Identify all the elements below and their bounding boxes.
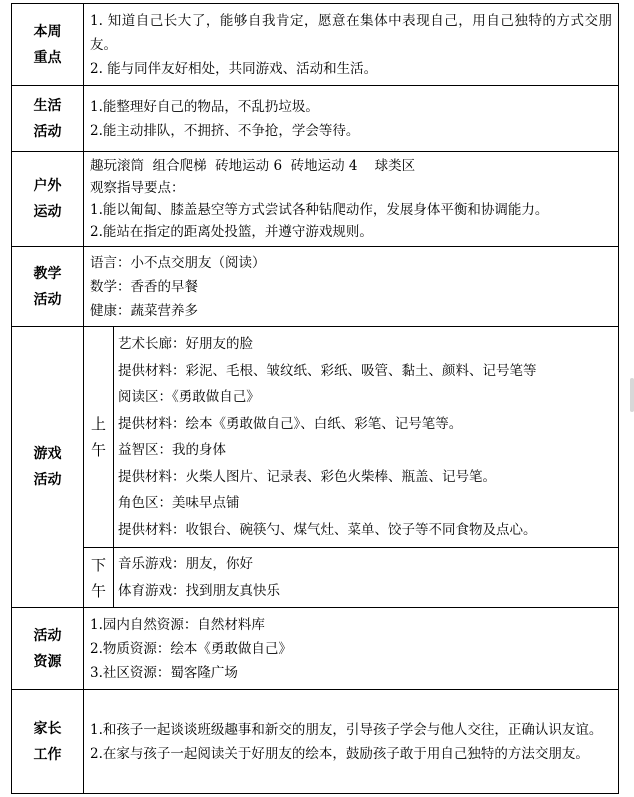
row-outdoor-sports (12, 152, 619, 247)
text-line: 3.社区资源：蜀客隆广场 (90, 664, 238, 681)
content-teaching-activity (84, 247, 619, 327)
text-line: 音乐游戏：朋友，你好 (118, 556, 253, 572)
text-line: 健康：蔬菜营养多 (90, 302, 198, 319)
text-line: 2.能主动排队，不拥挤、不争抢，学会等待。 (90, 122, 360, 139)
scrollbar-thumb[interactable] (630, 378, 634, 412)
text-line: 2. 能与同伴友好相处，共同游戏、活动和生活。 (90, 60, 378, 77)
row-activity-resources (12, 608, 619, 690)
text-line: 1.园内自然资源：自然材料库 (90, 616, 265, 633)
text-line: 1.能整理好自己的物品，不乱扔垃圾。 (90, 98, 319, 115)
row-game-activity-afternoon (12, 548, 619, 608)
text-line: 提供材料：绘本《勇敢做自己》、白纸、彩笔、记号笔等。 (118, 415, 463, 432)
text-line: 2.物质资源：绘本《勇敢做自己》 (90, 640, 292, 657)
text-line: 益智区：我的身体 (118, 442, 226, 458)
content-game-morning (114, 327, 619, 548)
row-teaching-activity (12, 247, 619, 327)
text-line: 角色区：美味早点铺 (118, 495, 240, 511)
text-line: 1.能以匍匐、膝盖悬空等方式尝试各种钻爬动作，发展身体平衡和协调能力。 (90, 202, 549, 218)
label-outdoor-sports: 户外 运动 (12, 152, 84, 247)
label-activity-resources: 活动 资源 (12, 608, 84, 690)
text-line: 1. 知道自己长大了，能够自我肯定，愿意在集体中表现自己，用自己独特的方式交朋友。 (90, 12, 612, 53)
content-game-afternoon (114, 548, 619, 608)
text-line: 阅读区：《勇敢做自己》 (118, 389, 260, 405)
label-parent-work: 家长 工作 (12, 690, 84, 794)
content-parent-work (84, 690, 619, 794)
row-weekly-focus (12, 4, 619, 86)
text-line: 提供材料：火柴人图片、记录表、彩色火柴棒、瓶盖、记号笔。 (118, 468, 496, 485)
text-line: 提供材料：收银台、碗筷勺、煤气灶、菜单、饺子等不同食物及点心。 (118, 521, 537, 538)
text-line: 趣玩滚筒 组合爬梯 砖地运动 6 砖地运动 4 球类区 (90, 158, 416, 174)
content-outdoor-sports (84, 152, 619, 247)
label-teaching-activity: 教学 活动 (12, 247, 84, 327)
label-weekly-focus: 本周 重点 (12, 4, 84, 86)
row-life-activity (12, 86, 619, 152)
text-line: 提供材料：彩泥、毛根、皱纹纸、彩纸、吸管、黏土、颜料、记号笔等 (118, 362, 537, 379)
content-activity-resources (84, 608, 619, 690)
text-line: 2.在家与孩子一起阅读关于好朋友的绘本，鼓励孩子敢于用自己独特的方法交朋友。 (90, 745, 589, 762)
text-line: 语言：小不点交朋友（阅读） (90, 254, 266, 271)
label-morning: 上 午 (84, 327, 114, 548)
label-game-activity: 游戏 活动 (12, 327, 84, 608)
weekly-plan-table (11, 3, 619, 794)
text-line: 观察指导要点： (90, 180, 185, 196)
label-afternoon: 下 午 (84, 548, 114, 608)
text-line: 2.能站在指定的距离处投篮，并遵守游戏规则。 (90, 224, 373, 240)
content-weekly-focus (84, 4, 619, 86)
label-life-activity: 生活 活动 (12, 86, 84, 152)
row-game-activity-morning (12, 327, 619, 548)
row-parent-work (12, 690, 619, 794)
text-line: 数学：香香的早餐 (90, 278, 198, 295)
text-line: 体育游戏：找到朋友真快乐 (118, 582, 280, 599)
content-life-activity (84, 86, 619, 152)
text-line: 艺术长廊：好朋友的脸 (118, 336, 253, 352)
text-line: 1.和孩子一起谈谈班级趣事和新交的朋友，引导孩子学会与他人交往，正确认识友谊。 (90, 721, 603, 738)
